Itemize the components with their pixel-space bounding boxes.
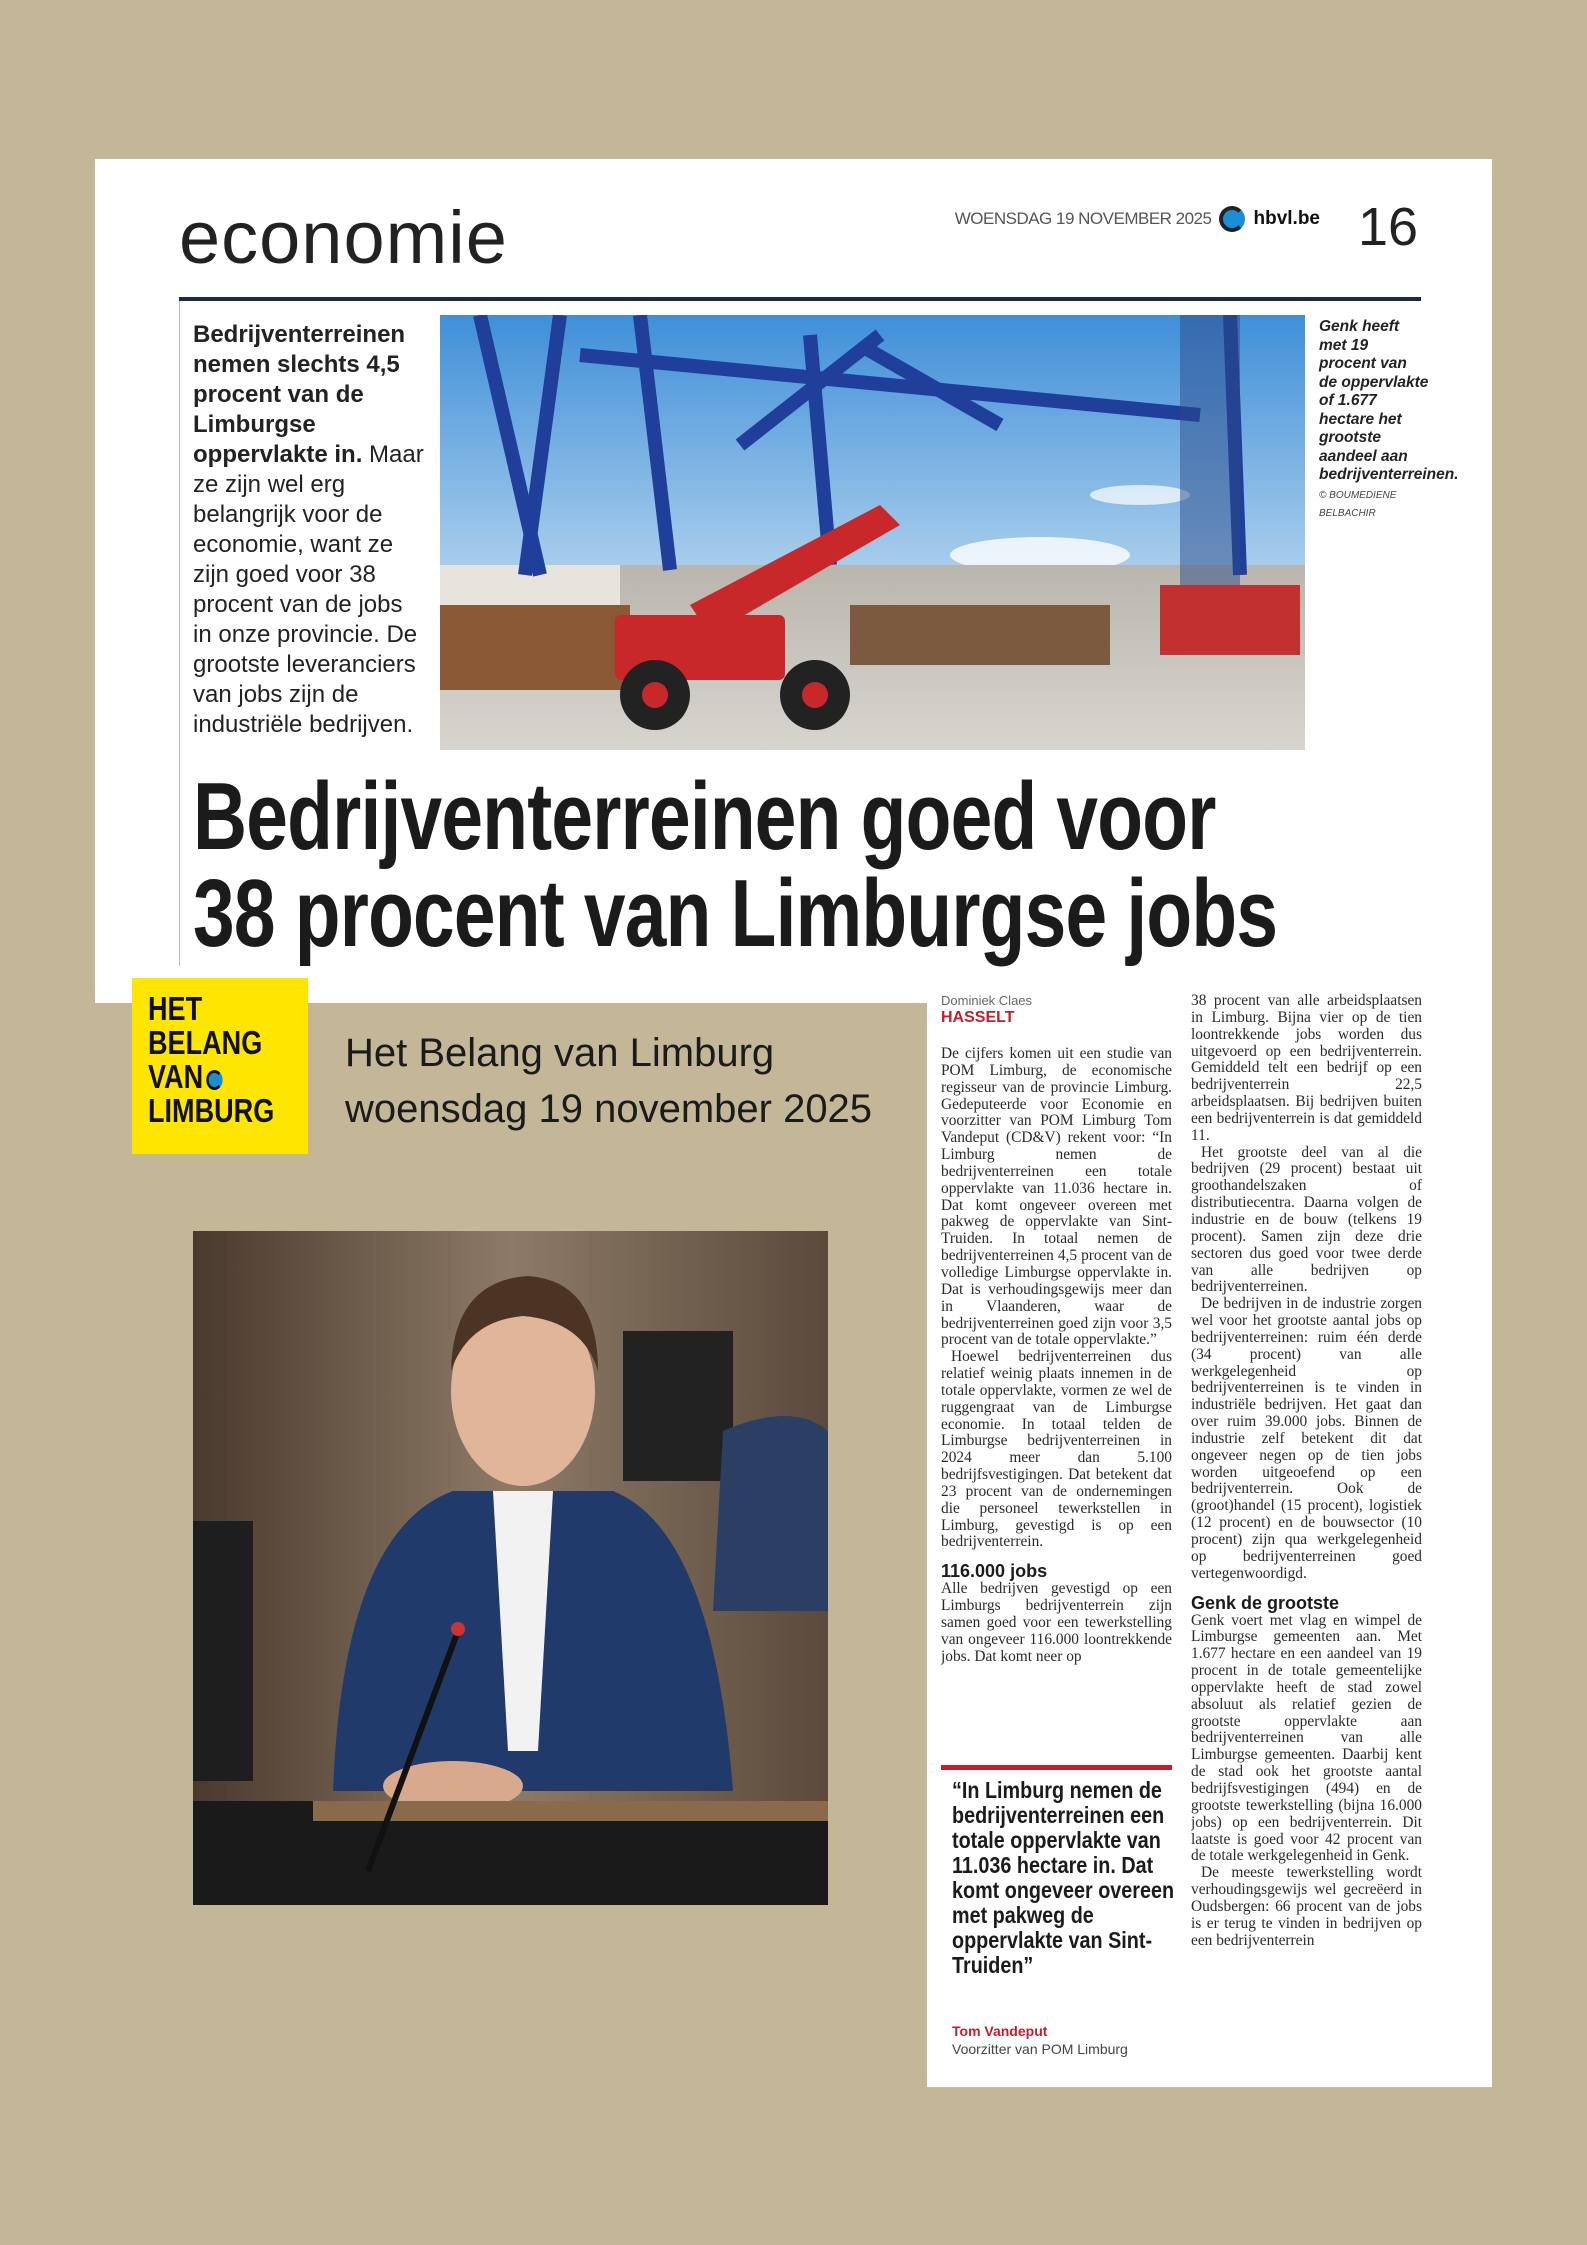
column-divider [179,301,180,966]
logo-word: LIMBURG [148,1092,275,1129]
intro-body: Maar ze zijn wel erg belangrijk voor de economie, want ze zijn goed voor 38 procent van de jobs in onze provincie. De grootste leveranciers van jobs zijn de industriële bedrijven. [193,441,424,738]
section-title: economie [179,196,508,279]
article-column-1 [941,1046,1172,1754]
dateline: WOENSDAG 19 NOVEMBER 2025 [954,209,1212,228]
quote-author: Tom Vandeput [952,2023,1048,2039]
quote-rule [941,1765,1172,1770]
photo-credit: © BOUMEDIENE BELBACHIR [1319,489,1397,519]
header-rule [179,297,1421,301]
dateline-place: HASSELT [941,1009,1015,1026]
hbvl-logo-icon [1219,206,1245,232]
article-paragraph: De meeste tewerkstelling wordt verhoudingsgewijs wel gecreëerd in Oudsbergen: 66 procent van de jobs is er terug te vinden in bedrijven op een bedrijventerrein [1191,1864,1422,1949]
logo-word: HET [148,990,203,1027]
article-paragraph: De cijfers komen uit een studie van POM Limburg, de economische regisseur van de provincie Limburg. Gedeputeerde voor Economie en voorzitter van POM Limburg Tom Vandeput (CD&V) rekent voor: “In Limburg nemen de bedrijventerreinen een totale oppervlakte van 11.036 hectare in. Dat komt ongeveer overeen met pakweg de oppervlakte van Sint-Truiden. In totaal nemen de bedrijventerreinen 4,5 procent van de volledige Limburgse oppervlakte in. Dat is verhoudingsgewijs meer dan in Vlaanderen, waar de bedrijventerreinen goed zijn voor 3,5 procent van de totale oppervlakte.” [941,1046,1172,1349]
headline [193,763,1363,967]
article-paragraph: Genk voert met vlag en wimpel de Limburgse gemeenten aan. Met 1.677 hectare en een aandeel van 19 procent in de totale gemeentelijke oppervlakte heeft de stad zowel absoluut als relatief gezien de grootste oppervlakte aan bedrijventerreinen van alle Limburgse gemeenten. Daarbij kent de stad ook het grootste aantal bedrijfsvestigingen (494) en de grootste tewerkstelling (bijna 16.000 jobs) op een bedrijventerrein. Dit laatste is goed voor 42 procent van de totale werkgelegenheid in Genk. [1191,1611,1422,1865]
masthead-row [955,206,1320,232]
article-column-2 [1191,993,1422,2058]
headline-line-2: 38 procent van Limburgse jobs [193,860,1278,967]
article-subheading: 116.000 jobs [941,1561,1048,1582]
portrait-photo [193,1231,828,1905]
het-belang-van-limburg-logo [132,978,308,1154]
publication-info [345,1025,872,1137]
intro-text [193,320,425,740]
logo-word: VAN [148,1058,204,1095]
article-subheading: Genk de grootste [1191,1592,1340,1613]
page-number: 16 [1358,197,1419,257]
pull-quote: “In Limburg nemen de bedrijventerreinen een totale oppervlakte van 11.036 hectare in. Dat komt ongeveer overeen met pakweg de oppervlakte van Sint-Truiden” [952,1777,1175,1978]
article-paragraph: Het grootste deel van al die bedrijven (29 procent) bestaat uit groothandelszaken of distributiecentra. Daarna volgen de industrie en de bouw (telkens 19 procent). Samen zijn deze drie sectoren dus goed voor twee derde van alle bedrijven op bedrijventerreinen. [1191,1143,1422,1296]
intro-bold: Bedrijventerreinen nemen slechts 4,5 procent van de Limburgse oppervlakte in. [193,321,406,468]
author-byline: Dominiek Claes [941,993,1033,1008]
article-paragraph: Alle bedrijven gevestigd op een Limburgs bedrijventerrein zijn samen goed voor een tewerkstelling van ongeveer 116.000 loontrekkende jobs. Dat komt neer op [941,1580,1172,1665]
article-paragraph: 38 procent van alle arbeidsplaatsen in Limburg. Bijna vier op de tien loontrekkende jobs worden dus uitgevoerd op een bedrijventerrein. Gemiddeld telt een bedrijf op een bedrijventerrein 22,5 arbeidsplaatsen. Bij bedrijven buiten een bedrijventerrein is dat gemiddeld 11. [1191,993,1422,1144]
logo-word: BELANG [148,1024,263,1061]
publication-date: woensdag 19 november 2025 [345,1087,873,1131]
article-paragraph: De bedrijven in de industrie zorgen wel voor het grootste aantal jobs op bedrijventerreinen: ruim één derde (34 procent) van alle werkgelegenheid op bedrijventerreinen is te vinden in industriële bedrijven. Het gaat dan over ruim 39.000 jobs. Binnen de industrie zelf betekent dit dat ongeveer negen op de tien jobs worden uitgeoefend op een bedrijventerrein. Ook de (groot)handel (15 procent), logistiek (12 procent) en de bouwsector (10 procent) zijn qua werkgelegenheid op bedrijventerreinen goed vertegenwoordigd. [1191,1295,1422,1582]
photo-caption [1319,318,1459,523]
headline-line-1: Bedrijventerreinen goed voor [193,763,1216,870]
caption-text: Genk heeft met 19 procent van de oppervlakte of 1.677 hectare het grootste aandeel aan bedrijventerreinen. [1319,318,1459,483]
article-paragraph: Hoewel bedrijventerreinen dus relatief weinig plaats innemen in de totale oppervlakte, vormen ze wel de ruggengraat van de Limburgse economie. In totaal telden de Limburgse bedrijventerreinen in 2024 meer dan 5.100 bedrijfsvestigingen. Dat betekent dat 23 procent van de ondernemingen die personeel tewerkstellen in Limburg, gevestigd is op een bedrijventerrein. [941,1348,1172,1551]
quote-author-role: Voorzitter van POM Limburg [952,2041,1128,2057]
site-name: hbvl.be [1253,208,1320,229]
publication-name: Het Belang van Limburg [345,1031,775,1075]
industrial-site-photo [440,315,1305,750]
logo-circle-icon [206,1070,222,1090]
